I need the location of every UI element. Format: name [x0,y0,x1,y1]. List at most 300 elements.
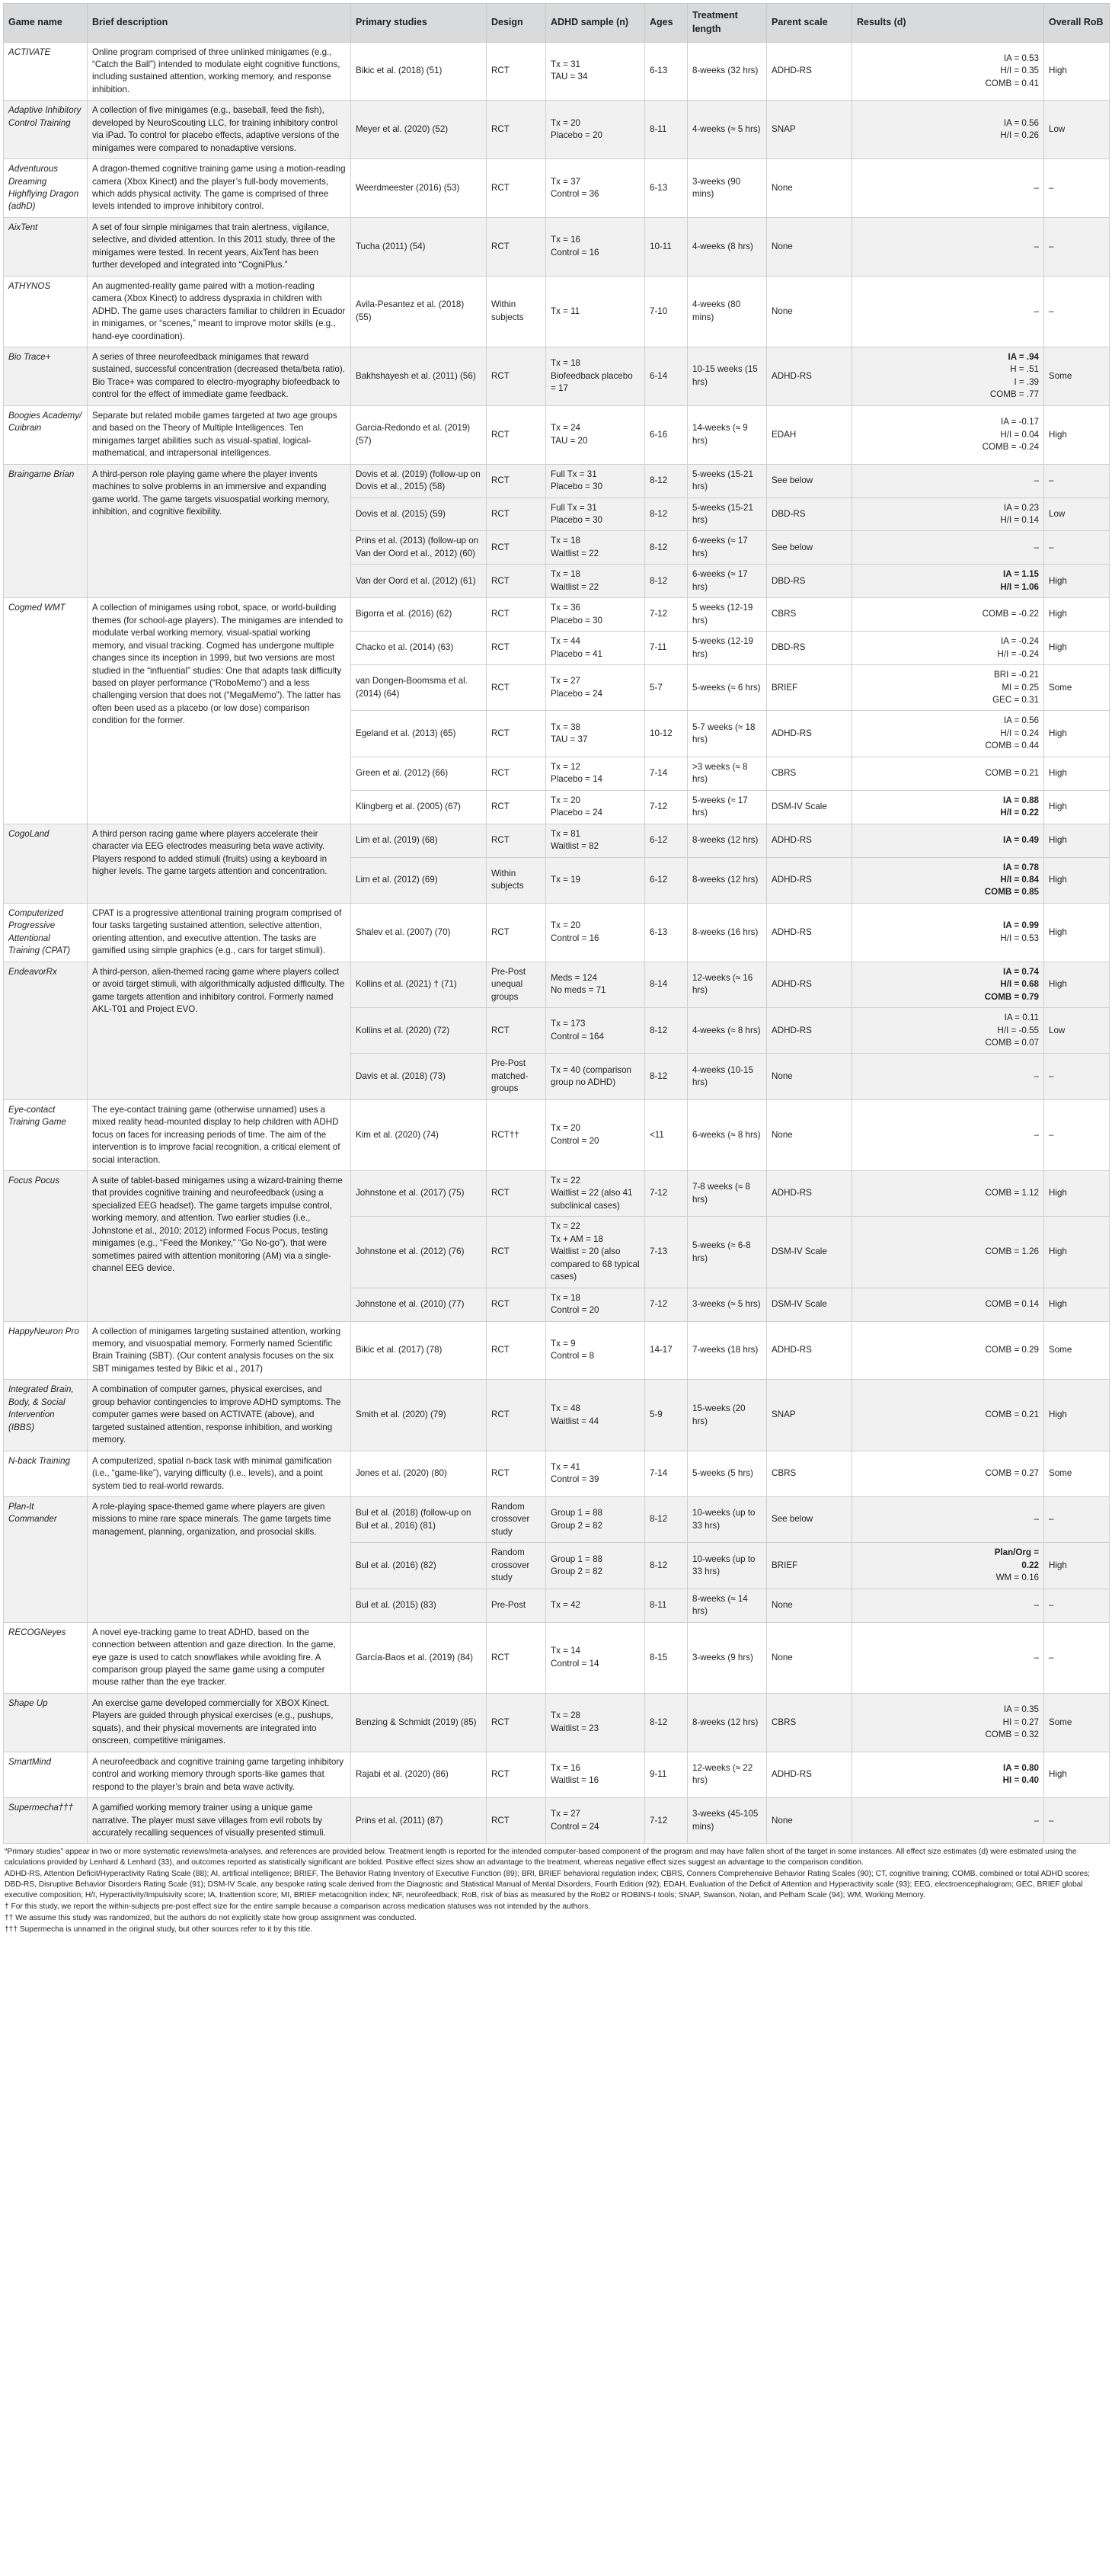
design-cell: RCT [487,1288,546,1321]
sample-line: Tx = 37 [551,176,580,187]
result-line: COMB = -0.24 [982,441,1039,452]
design-cell: RCT [487,1451,546,1496]
results-cell [852,42,1044,101]
result-line: COMB = 0.32 [985,1730,1039,1740]
parent-scale-cell: CBRS [767,757,852,790]
game-name-cell: Supermecha††† [4,1798,88,1844]
sample-line: Tx = 20 [551,117,580,128]
table-row [4,1622,1110,1693]
results-cell [852,531,1044,565]
sample-line: Control = 36 [551,189,599,200]
ages-cell: 6-13 [645,903,688,962]
results-cell [852,824,1044,857]
ages-cell: 8-12 [645,1693,688,1752]
sample-line: Tx = 18 [551,358,580,369]
result-line: COMB = 0.21 [985,768,1039,779]
sample-cell [546,565,645,598]
sample-cell [546,1054,645,1099]
sample-line: Tx = 16 [551,235,580,245]
sample-line: Placebo = 41 [551,648,603,659]
game-name-cell: Focus Pocus [4,1171,88,1322]
result-line: H/I = -0.55 [997,1025,1039,1035]
sample-line: Control = 20 [551,1305,599,1316]
result-line: IA = 1.15 [1003,569,1039,580]
treatment-length-cell: 8-weeks (32 hrs) [688,42,767,101]
table-row [4,1752,1110,1797]
treatment-length-cell: 5-weeks (≈ 6 hrs) [688,665,767,711]
sample-line: Tx = 20 [551,1123,580,1134]
sample-line: Tx = 18 [551,569,580,580]
result-line: COMB = 0.79 [984,991,1039,1002]
treatment-length-cell: 15-weeks (20 hrs) [688,1380,767,1451]
rob-cell: High [1044,1380,1110,1451]
result-line: – [1034,182,1039,193]
sample-cell [546,1171,645,1217]
ages-cell: 10-12 [645,711,688,757]
result-line: – [1034,1129,1039,1140]
ages-cell: 8-12 [645,1497,688,1543]
primary-study-cell: Bul et al. (2018) (follow-up on Bul et al., 2016) (81) [351,1497,487,1543]
sample-line: Control = 16 [551,933,599,943]
result-line: H/I = 0.26 [1000,130,1039,141]
results-cell [852,498,1044,531]
primary-study-cell: Bul et al. (2015) (83) [351,1589,487,1622]
sample-line: TAU = 34 [551,72,588,82]
result-line: HI = 0.27 [1002,1717,1039,1727]
result-line: – [1034,1514,1039,1525]
parent-scale-cell: ADHD-RS [767,1752,852,1797]
design-cell: Within subjects [487,857,546,903]
sample-line: Waitlist = 22 [551,581,599,592]
result-line: IA = -0.17 [1001,417,1039,427]
sample-line: Tx = 11 [551,306,580,316]
sample-cell [546,1380,645,1451]
rob-cell: High [1044,790,1110,824]
sample-line: Group 1 = 88 [551,1508,603,1518]
primary-study-cell: Kim et al. (2020) (74) [351,1099,487,1170]
parent-scale-cell: CBRS [767,598,852,632]
sample-cell [546,1589,645,1622]
sample-line: Control = 16 [551,247,599,258]
sample-line: Control = 20 [551,1135,599,1146]
result-line: COMB = 0.07 [985,1037,1039,1048]
treatment-length-cell: 4-weeks (80 mins) [688,276,767,347]
parent-scale-cell: BRIEF [767,665,852,711]
sample-cell [546,711,645,757]
sample-line: Tx = 28 [551,1710,580,1721]
results-cell [852,632,1044,665]
sample-line: Waitlist = 22 [551,548,599,558]
parent-scale-cell: DSM-IV Scale [767,1288,852,1321]
result-line: H/I = 1.06 [1000,581,1039,592]
description-cell: A third-person role playing game where the player invents machines to solve problems in an immersive and expanding game world. The game targets visuospatial working memory, inhibition, and cognitive flexibility. [88,464,351,598]
sample-cell [546,665,645,711]
game-name-cell: Braingame Brian [4,464,88,598]
treatment-length-cell: 14-weeks (≈ 9 hrs) [688,405,767,464]
game-name-cell: Adaptive Inhibitory Control Training [4,101,88,159]
sample-cell [546,962,645,1007]
table-row [4,903,1110,962]
treatment-length-cell: 6-weeks (≈ 17 hrs) [688,565,767,598]
sample-cell [546,824,645,857]
sample-cell [546,159,645,218]
design-cell: RCT [487,598,546,632]
game-name-cell: SmartMind [4,1752,88,1797]
table-header-row [4,4,1110,43]
rob-cell: High [1044,405,1110,464]
ages-cell: 8-11 [645,1589,688,1622]
primary-study-cell: Shalev et al. (2007) (70) [351,903,487,962]
design-cell: RCT [487,824,546,857]
result-line: IA = 0.49 [1003,834,1039,845]
parent-scale-cell: ADHD-RS [767,903,852,962]
result-line: H/I = 0.04 [1000,429,1039,440]
game-name-cell: CogoLand [4,824,88,903]
design-cell: RCT [487,1008,546,1054]
parent-scale-cell: ADHD-RS [767,1321,852,1380]
sample-line: Tx = 27 [551,676,580,686]
rob-cell: – [1044,531,1110,565]
table-row [4,464,1110,498]
sample-line: TAU = 20 [551,435,588,446]
sample-cell [546,1622,645,1693]
results-cell [852,1451,1044,1496]
header-parent-scale: Parent scale [767,4,852,43]
results-cell [852,1171,1044,1217]
primary-study-cell: Dovis et al. (2019) (follow-up on Dovis et al., 2015) (58) [351,464,487,498]
treatment-length-cell: 3-weeks (90 mins) [688,159,767,218]
sample-cell [546,1288,645,1321]
description-cell: A third-person, alien-themed racing game where players collect or avoid target stimuli, with algorithmically adjusted difficulty. The game targets attention and inhibitory control. Formerly named AKL-T01 and Project EVO. [88,962,351,1099]
results-cell [852,159,1044,218]
sample-line: Tx = 20 [551,920,580,931]
design-cell: RCT [487,565,546,598]
result-line: H/I = 0.35 [1000,66,1039,76]
results-cell [852,1693,1044,1752]
sample-line: Tx = 44 [551,636,580,647]
table-row [4,347,1110,406]
design-cell: RCT [487,531,546,565]
results-cell [852,903,1044,962]
footnote: ADHD-RS, Attention Deficit/Hyperactivity Rating Scale (88); AI, artificial intelligence; BRIEF, The Behavior Rating Inventory of Executive Function (89); BRI, BRIEF behavioral regulation index; CBRS, Conners Comprehensive Behavior Rating Scales (90); CT, cognitive training; COMB, combined or total ADHD scores; DBD-RS, Disruptive Behavior Disorders Rating Scale (91); DSM-IV Scale, any bespoke rating scale derived from the Diagnostic and Statistical Manual of Mental Disorders, Fourth Edition (92); EDAH, Evaluation of the Deficit of Attention and Hyperactivity scale (93); EEG, electroencephalogram; GEC, BRIEF global executive composition; H/I, Hyperactivity/Impulsivity score; IA, Inattention score; MI, BRIEF metacognition index; NF, neurofeedback; RoB, risk of bias as measured by the RoB2 or ROBINS-I tools; SNAP, Swanson, Nolan, and Pelham Scale (94); WM, Working Memory. [5,1870,1090,1899]
parent-scale-cell: DSM-IV Scale [767,790,852,824]
result-line: COMB = 1.26 [985,1246,1039,1257]
sample-cell [546,217,645,276]
design-cell: RCT [487,790,546,824]
primary-study-cell: Green et al. (2012) (66) [351,757,487,790]
result-line: H/I = 0.22 [1000,808,1039,818]
primary-study-cell: Weerdmeester (2016) (53) [351,159,487,218]
table-footnotes [3,1844,1109,1934]
result-line: IA = 0.56 [1003,715,1039,726]
design-cell: RCT [487,498,546,531]
game-name-cell: EndeavorRx [4,962,88,1099]
sample-line: Group 2 = 82 [551,1520,603,1531]
rob-cell: High [1044,711,1110,757]
description-cell: Separate but related mobile games targeted at two age groups and based on the Theory of Multiple Intelligences. Ten minigames target abilities such as visual-spatial, logical-mathematical, and intrapersonal intelligences. [88,405,351,464]
sample-cell [546,1543,645,1589]
results-cell [852,757,1044,790]
sample-line: Tx = 36 [551,603,580,613]
result-line: IA = 0.88 [1003,795,1039,805]
design-cell: Random crossover study [487,1497,546,1543]
primary-study-cell: Johnstone et al. (2017) (75) [351,1171,487,1217]
game-name-cell: RECOGNeyes [4,1622,88,1693]
parent-scale-cell: CBRS [767,1693,852,1752]
table-row [4,824,1110,857]
primary-study-cell: Kollins et al. (2020) (72) [351,1008,487,1054]
table-row [4,217,1110,276]
sample-line: Tx = 38 [551,722,580,732]
sample-line: Tx = 12 [551,761,580,772]
description-cell: A gamified working memory trainer using a unique game narrative. The player must save villages from evil robots by accurately recalling sequences of visually presented stimuli. [88,1798,351,1844]
sample-line: Tx = 20 [551,795,580,805]
game-name-cell: Boogies Academy/ Cuibrain [4,405,88,464]
design-cell: Random crossover study [487,1543,546,1589]
result-line: COMB = 0.14 [985,1298,1039,1309]
result-line: COMB = 0.85 [984,887,1039,898]
table-container [3,3,1109,1934]
game-name-cell: Integrated Brain, Body, & Social Intervention (IBBS) [4,1380,88,1451]
ages-cell: 8-12 [645,1008,688,1054]
sample-line: Tx = 81 [551,828,580,839]
primary-study-cell: Smith et al. (2020) (79) [351,1380,487,1451]
parent-scale-cell: ADHD-RS [767,962,852,1007]
sample-line: Tx = 19 [551,874,580,885]
primary-study-cell: Bul et al. (2016) (82) [351,1543,487,1589]
design-cell: Within subjects [487,276,546,347]
primary-study-cell: Tucha (2011) (54) [351,217,487,276]
treatment-length-cell: 10-15 weeks (15 hrs) [688,347,767,406]
sample-line: Biofeedback placebo = 17 [551,370,633,394]
result-line: – [1034,542,1039,552]
sample-line: Waitlist = 20 (also compared to 68 typical cases) [551,1246,640,1282]
header-ages: Ages [645,4,688,43]
rob-cell: – [1044,464,1110,498]
design-cell: RCT [487,1622,546,1693]
sample-line: Tx = 9 [551,1339,576,1349]
parent-scale-cell: BRIEF [767,1543,852,1589]
results-cell [852,665,1044,711]
treatment-length-cell: 4-weeks (≈ 5 hrs) [688,101,767,159]
parent-scale-cell: DBD-RS [767,498,852,531]
primary-study-cell: Bakhshayesh et al. (2011) (56) [351,347,487,406]
result-line: COMB = 0.21 [985,1410,1039,1420]
description-cell: The eye-contact training game (otherwise unnamed) uses a mixed reality head-mounted display to help children with ADHD focus on faces for increasing periods of time. The aim of the intervention is to improve facial recognition, a critical element of social interaction. [88,1099,351,1170]
result-line: H/I = -0.24 [997,648,1039,659]
sample-line: Placebo = 30 [551,515,603,525]
sample-cell [546,498,645,531]
primary-study-cell: Davis et al. (2018) (73) [351,1054,487,1099]
design-cell: RCT [487,711,546,757]
header-game-name: Game name [4,4,88,43]
rob-cell: – [1044,1622,1110,1693]
result-line: COMB = 0.27 [985,1468,1039,1479]
treatment-length-cell: 7-8 weeks (≈ 8 hrs) [688,1171,767,1217]
ages-cell: 6-13 [645,159,688,218]
description-cell: Online program comprised of three unlinked minigames (e.g., “Catch the Ball”) intended to modulate eight cognitive functions, including sustained attention, working memory, and response inhibition. [88,42,351,101]
rob-cell: High [1044,1288,1110,1321]
result-line: HI = 0.40 [1002,1775,1039,1786]
rob-cell: High [1044,1752,1110,1797]
result-line: Plan/Org = [994,1547,1039,1558]
treatment-length-cell: 3-weeks (45-105 mins) [688,1798,767,1844]
sample-line: Placebo = 30 [551,615,603,626]
footnote: ††† Supermecha is unnamed in the original study, but other sources refer to it by this title. [5,1925,313,1934]
parent-scale-cell: ADHD-RS [767,347,852,406]
ages-cell: 7-11 [645,632,688,665]
parent-scale-cell: SNAP [767,1380,852,1451]
results-cell [852,1217,1044,1288]
sample-line: Tx = 40 (comparison group no ADHD) [551,1064,631,1088]
parent-scale-cell: EDAH [767,405,852,464]
description-cell: A novel eye-tracking game to treat ADHD, based on the connection between attention and gaze direction. In the game, eye gaze is used to catch snowflakes while avoiding fire. A comparison group played the same game using a computer mouse rather than the eye tracker. [88,1622,351,1693]
sample-line: Placebo = 24 [551,688,603,699]
design-cell: RCT [487,1217,546,1288]
result-line: IA = 0.23 [1003,502,1039,513]
treatment-length-cell: 5-weeks (12-19 hrs) [688,632,767,665]
footnote: “Primary studies” appear in two or more systematic reviews/meta-analyses, and references are provided below. Treatment length is reported for the intended computer-based component of the program and may have fallen short of the target in some instances. All effect size estimates (d) were estimated using the calculations provided by Lenhard & Lenhard (33), and outcomes reported as statistically significant are bolded. Positive effect sizes show an advantage to the treatment, whereas negative effect sizes suggest an advantage to the comparison condition. [5,1848,1077,1867]
result-line: IA = 0.78 [1003,862,1039,872]
ages-cell: 8-12 [645,498,688,531]
header-results: Results (d) [852,4,1044,43]
primary-study-cell: Johnstone et al. (2012) (76) [351,1217,487,1288]
game-name-cell: Bio Trace+ [4,347,88,406]
sample-cell [546,347,645,406]
result-line: IA = 0.11 [1004,1013,1039,1023]
table-body [4,42,1110,1844]
primary-study-cell: Lim et al. (2019) (68) [351,824,487,857]
results-cell [852,1497,1044,1543]
sample-line: Waitlist = 16 [551,1775,599,1786]
description-cell: A collection of five minigames (e.g., baseball, feed the fish), developed by NeuroScouting LLC, for training inhibitory control via iPad. To control for placebo effects, adaptive versions of the minigames were compared to nonadaptive versions. [88,101,351,159]
sample-line: Full Tx = 31 [551,502,597,513]
parent-scale-cell: None [767,276,852,347]
results-cell [852,790,1044,824]
treatment-length-cell: 5-weeks (5 hrs) [688,1451,767,1496]
sample-line: Placebo = 20 [551,130,603,141]
game-name-cell: AixTent [4,217,88,276]
sample-line: Tx = 22 [551,1176,580,1186]
sample-line: Control = 24 [551,1821,599,1832]
sample-line: Placebo = 30 [551,482,603,492]
design-cell: RCT†† [487,1099,546,1170]
rob-cell: High [1044,632,1110,665]
design-cell: RCT [487,1321,546,1380]
table-row [4,1497,1110,1543]
result-line: GEC = 0.31 [992,694,1039,705]
ages-cell: 7-12 [645,1798,688,1844]
rob-cell: High [1044,903,1110,962]
description-cell: A collection of minigames using robot, space, or world-building themes (for school-age players). The minigames are intended to modulate verbal working memory, visual-spatial working memory, and visual tracking. Cogmed has undergone multiple changes since its inception in 1999, but two versions are most studied in the “influential” studies: One that adapts task difficulty based on player performance (“RoboMemo”) and a less challenging version that does not (“MegaMemo”). The latter has often been used as a placebo (or low dose) comparison condition for the former. [88,598,351,824]
parent-scale-cell: See below [767,531,852,565]
footnote: † For this study, we report the within-subjects pre-post effect size for the entire sample because a comparison across medication statuses was not intended by the authors. [5,1902,591,1911]
primary-study-cell: Kollins et al. (2021) † (71) [351,962,487,1007]
primary-study-cell: Meyer et al. (2020) (52) [351,101,487,159]
parent-scale-cell: SNAP [767,101,852,159]
result-line: COMB = 0.29 [985,1345,1039,1355]
game-name-cell: Eye-contact Training Game [4,1099,88,1170]
header-treatment-length: Treatment length [688,4,767,43]
ages-cell: 5-7 [645,665,688,711]
results-cell [852,598,1044,632]
parent-scale-cell: See below [767,464,852,498]
game-name-cell: HappyNeuron Pro [4,1321,88,1380]
results-cell [852,1288,1044,1321]
results-cell [852,1622,1044,1693]
ages-cell: 7-14 [645,1451,688,1496]
results-cell [852,565,1044,598]
table-row [4,1798,1110,1844]
sample-line: Placebo = 14 [551,774,603,785]
rob-cell: – [1044,1798,1110,1844]
treatment-length-cell: 5-weeks (≈ 6-8 hrs) [688,1217,767,1288]
primary-study-cell: Bigorra et al. (2016) (62) [351,598,487,632]
table-row [4,598,1110,632]
sample-line: Waitlist = 82 [551,841,599,852]
rob-cell: High [1044,1217,1110,1288]
primary-study-cell: van Dongen-Boomsma et al. (2014) (64) [351,665,487,711]
sample-line: Waitlist = 22 (also 41 subclinical cases) [551,1188,633,1211]
header-design: Design [487,4,546,43]
ages-cell: 7-12 [645,1288,688,1321]
result-line: – [1034,1815,1039,1826]
game-name-cell: N-back Training [4,1451,88,1496]
ages-cell: 7-12 [645,1171,688,1217]
primary-study-cell: Prins et al. (2011) (87) [351,1798,487,1844]
sample-line: Waitlist = 23 [551,1723,599,1733]
rob-cell: Some [1044,1693,1110,1752]
treatment-length-cell: 5-weeks (15-21 hrs) [688,498,767,531]
sample-cell [546,464,645,498]
result-line: COMB = 1.12 [985,1188,1039,1198]
parent-scale-cell: ADHD-RS [767,824,852,857]
treatment-length-cell: 8-weeks (12 hrs) [688,1693,767,1752]
sample-line: Meds = 124 [551,972,597,983]
primary-study-cell: Chacko et al. (2014) (63) [351,632,487,665]
table-row [4,405,1110,464]
treatment-length-cell: 5-weeks (15-21 hrs) [688,464,767,498]
result-line: IA = 0.53 [1003,53,1039,63]
sample-line: Tx = 24 [551,423,580,434]
parent-scale-cell: DSM-IV Scale [767,1217,852,1288]
ages-cell: 8-11 [645,101,688,159]
sample-line: Group 2 = 82 [551,1566,603,1577]
treatment-length-cell: 8-weeks (12 hrs) [688,857,767,903]
result-line: H/I = 0.24 [1000,728,1039,738]
sample-line: Tx = 27 [551,1809,580,1819]
results-cell [852,1752,1044,1797]
parent-scale-cell: ADHD-RS [767,42,852,101]
parent-scale-cell: None [767,1054,852,1099]
primary-study-cell: Benzing & Schmidt (2019) (85) [351,1693,487,1752]
sample-line: Tx + AM = 18 [551,1234,603,1244]
table-row [4,1321,1110,1380]
design-cell: RCT [487,757,546,790]
header-overall-rob: Overall RoB [1044,4,1110,43]
sample-cell [546,1217,645,1288]
sample-cell [546,1321,645,1380]
description-cell: CPAT is a progressive attentional training program comprised of four tasks targeting sustained attention, selective attention, orienting attention, and executive attention. The tasks are gamified using simple graphics (e.g., cars for target stimuli). [88,903,351,962]
sample-line: Waitlist = 44 [551,1416,599,1426]
design-cell: Pre-Post unequal groups [487,962,546,1007]
design-cell: RCT [487,464,546,498]
rob-cell: – [1044,159,1110,218]
table-row [4,1380,1110,1451]
primary-study-cell: Jones et al. (2020) (80) [351,1451,487,1496]
game-name-cell: Plan-It Commander [4,1497,88,1623]
ages-cell: 5-9 [645,1380,688,1451]
